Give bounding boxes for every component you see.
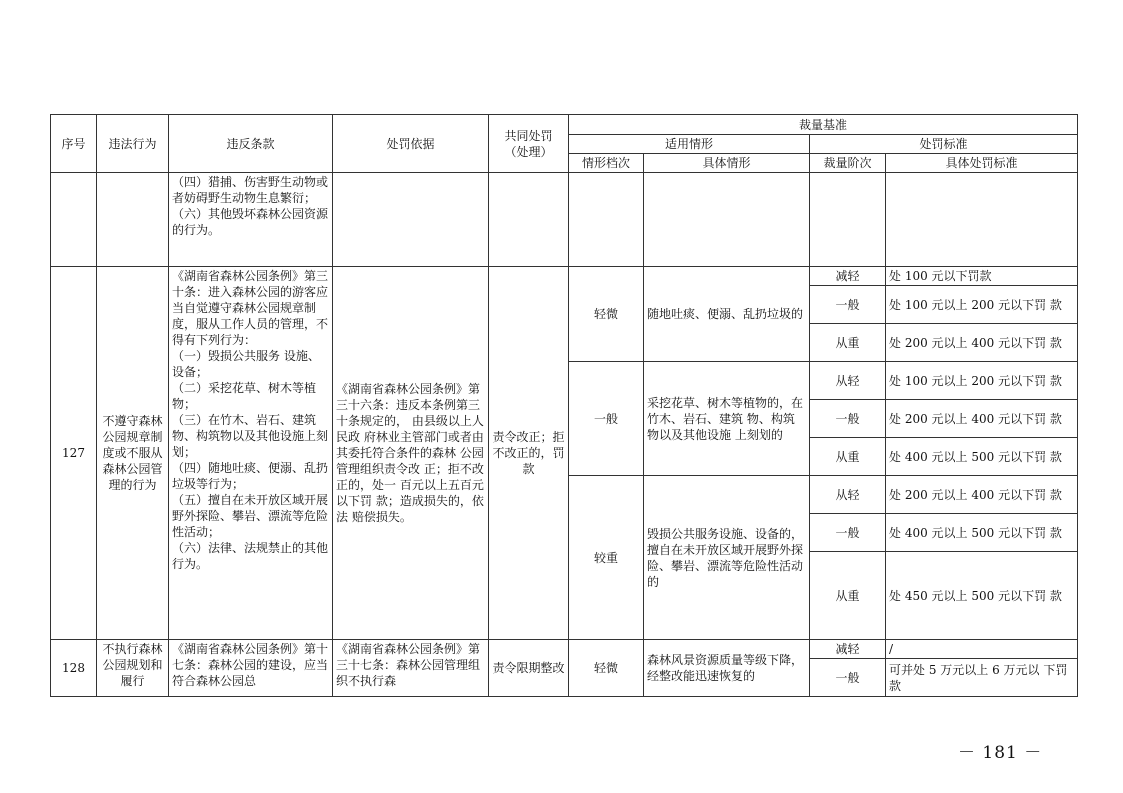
- penalty-standard: 处 100 元以上 200 元以下罚 款: [886, 362, 1078, 400]
- header-seq: 序号: [51, 115, 97, 173]
- header-standard: 处罚标准: [810, 135, 1078, 154]
- header-penalty: 具体处罚标准: [886, 154, 1078, 173]
- penalty-standard: /: [886, 640, 1078, 659]
- row-seq: 127: [51, 267, 97, 640]
- penalty-standard: 处 400 元以上 500 元以下罚 款: [886, 514, 1078, 552]
- table-row: [51, 267, 1078, 286]
- table-row: [51, 173, 1078, 267]
- header-stage: 裁量阶次: [810, 154, 886, 173]
- common-penalty: 责令限期整改: [489, 640, 569, 697]
- penalty-standard: 处 450 元以上 500 元以下罚 款: [886, 552, 1078, 640]
- penalty-standard: 处 200 元以上 400 元以下罚 款: [886, 476, 1078, 514]
- penalty-standard: 处 200 元以上 400 元以下罚 款: [886, 400, 1078, 438]
- header-discretion: 裁量基准: [569, 115, 1078, 135]
- violation-behavior: 不遵守森林公园规章制度或不服从森林公园管理的行为: [97, 267, 169, 640]
- common-penalty: 责令改正；拒不改正的，罚款: [489, 267, 569, 640]
- clause-text: 《湖南省森林公园条例》第三十条：进入森林公园的游客应当自觉遵守森林公园规章制度，服从工作人员的管理，不得有下列行为： （一）毁损公共服务 设施、设备； （二）采挖花草、树木等植物； （三）在竹木、岩石、建筑物、构筑物以及其他设施上刻划； （四）随地吐痰、便溺、乱扔垃圾等行为； （五）擅自在未开放区域开展野外探险、攀岩、漂流等危险性活动； （六）法律、法规禁止的其他行为。: [169, 267, 333, 640]
- clause-text: （四）猎捕、伤害野生动物或者妨碍野生动物生息繁衍； （六）其他毁坏森林公园资源的行为。: [169, 173, 333, 267]
- discretion-stage: 一般: [810, 286, 886, 324]
- discretion-stage: 从轻: [810, 362, 886, 400]
- discretion-stage: 减轻: [810, 267, 886, 286]
- discretion-stage: 一般: [810, 514, 886, 552]
- discretion-stage: 从重: [810, 324, 886, 362]
- penalty-standard: 处 400 元以上 500 元以下罚 款: [886, 438, 1078, 476]
- penalty-basis: 《湖南省森林公园条例》第三十六条：违反本条例第三十条规定的， 由县级以上人民政 府林业主管部门或者由 其委托符合条件的森林 公园管理组织责令改 正；拒不改正的，处一 百元以上五百元以下罚 款；造成损失的，依法 赔偿损失。: [333, 267, 489, 640]
- table-row: [51, 640, 1078, 659]
- penalty-standard: 处 100 元以下罚款: [886, 267, 1078, 286]
- header-common-penalty: 共同处罚 （处理）: [489, 115, 569, 173]
- situation-level: 轻微: [569, 640, 644, 697]
- situation-level: 一般: [569, 362, 644, 476]
- clause-text: 《湖南省森林公园条例》第十七条：森林公园的建设，应当符合森林公园总: [169, 640, 333, 697]
- penalty-standard-table: [50, 114, 1078, 697]
- discretion-stage: 从重: [810, 552, 886, 640]
- penalty-standard: 可并处 5 万元以上 6 万元以 下罚款: [886, 659, 1078, 697]
- situation-detail: 毁损公共服务设施、设备的，擅自在未开放区域开展野外探险、攀岩、漂流等危险性活动的: [644, 476, 810, 640]
- header-clause: 违反条款: [169, 115, 333, 173]
- penalty-standard: 处 100 元以上 200 元以下罚 款: [886, 286, 1078, 324]
- discretion-stage: 一般: [810, 400, 886, 438]
- header-situation: 适用情形: [569, 135, 810, 154]
- page-number: － 181 －: [958, 743, 1043, 763]
- discretion-stage: 从重: [810, 438, 886, 476]
- situation-detail: 采挖花草、树木等植物的，在竹木、岩石、建筑 物、构筑物以及其他设施 上刻划的: [644, 362, 810, 476]
- header-basis: 处罚依据: [333, 115, 489, 173]
- header-behavior: 违法行为: [97, 115, 169, 173]
- header-detail: 具体情形: [644, 154, 810, 173]
- discretion-stage: 从轻: [810, 476, 886, 514]
- row-seq: 128: [51, 640, 97, 697]
- situation-detail: 森林风景资源质量等级下降，经整改能迅速恢复的: [644, 640, 810, 697]
- situation-level: 轻微: [569, 267, 644, 362]
- header-level: 情形档次: [569, 154, 644, 173]
- discretion-stage: 减轻: [810, 640, 886, 659]
- penalty-basis: 《湖南省森林公园条例》第三十七条：森林公园管理组织不执行森: [333, 640, 489, 697]
- situation-detail: 随地吐痰、便溺、乱扔垃圾的: [644, 267, 810, 362]
- situation-level: 较重: [569, 476, 644, 640]
- violation-behavior: 不执行森林公园规划和履行: [97, 640, 169, 697]
- penalty-standard: 处 200 元以上 400 元以下罚 款: [886, 324, 1078, 362]
- discretion-stage: 一般: [810, 659, 886, 697]
